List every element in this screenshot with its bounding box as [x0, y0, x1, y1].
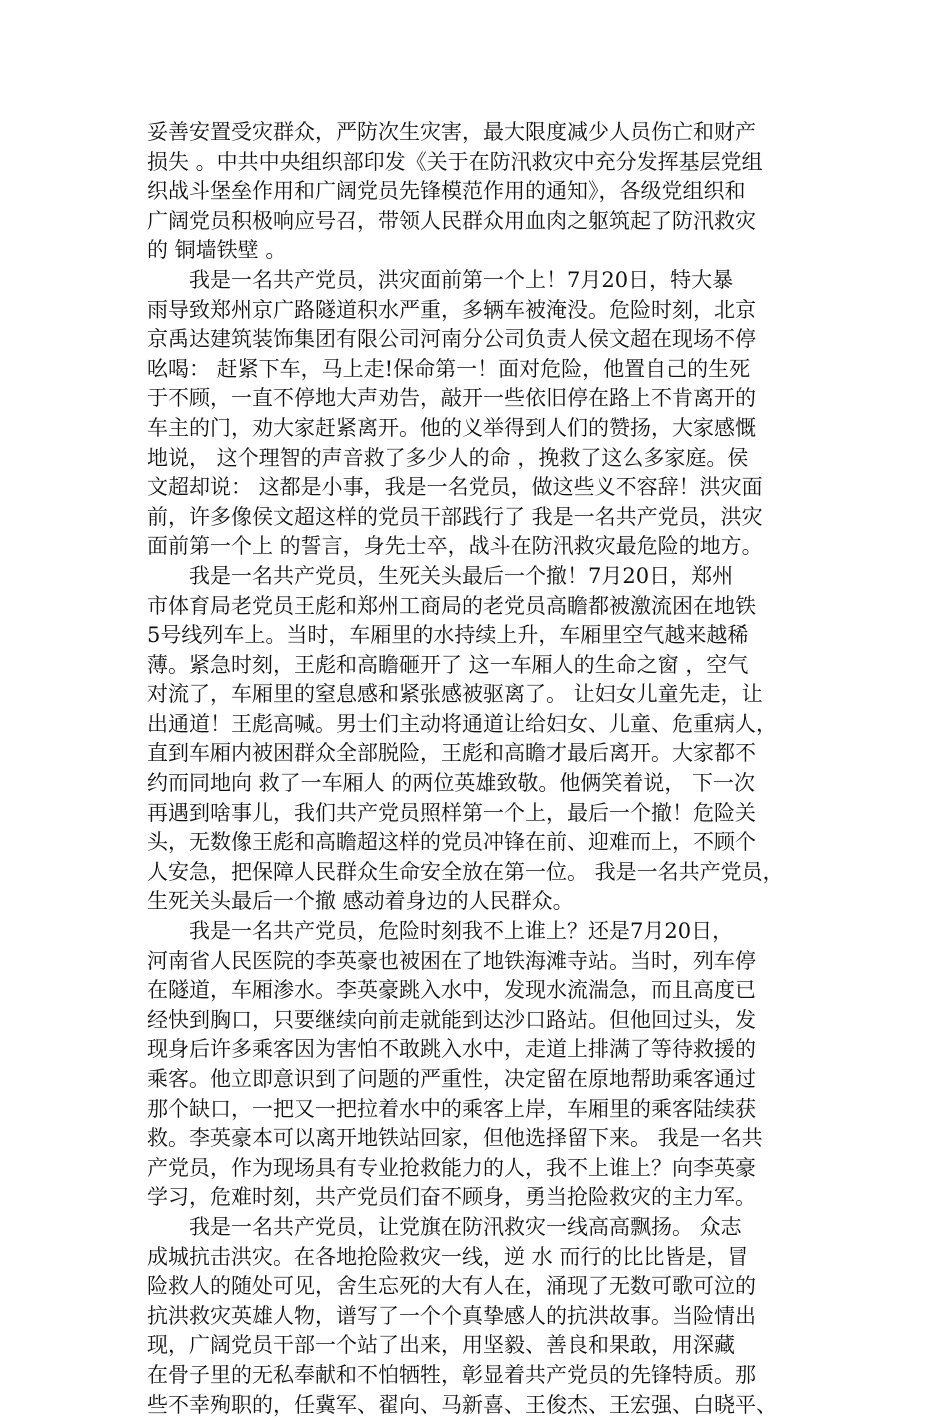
- paragraph-intro: 妥善安置受灾群众，严防次生灾害，最大限度减少人员伤亡和财产 损失 。中共中央组织部印发《关于在防汛救灾中充分发挥基层党组 织战斗堡垒作用和广阔党员先锋模范作用的通知》，各级党组织和 广阔党员积极响应号召，带领人民群众用血肉之躯筑起了防汛救灾 的 铜墙铁壁 。: [147, 120, 763, 263]
- paragraph-who-else: 我是一名共产党员，危险时刻我不上谁上？还是7月20日， 河南省人民医院的李英豪也被困在了地铁海滩寺站。当时，列车停 在隧道，车厢渗水。李英豪跳入水中，发现水流湍急，而且高度已 经快到胸口，只要继续向前走就能到达沙口路站。但他回过头，发 现身后许多乘客因为害怕不敢跳入水中，走道上排满了等待救援的 乘客。他立即意识到了问题的严重性，决定留在原地帮助乘客通过 那个缺口，一把又一把拉着水中的乘客上岸，车厢里的乘客陆续获 救。李英豪本可以离开地铁站回家，但他选择留下来。 我是一名共 产党员，作为现场具有专业抢救能力的人，我不上谁上？向李英豪 学习，危难时刻，共产党员们奋不顾身，勇当抢险救灾的主力军。: [147, 919, 763, 1210]
- paragraph-last-to-leave: 我是一名共产党员，生死关头最后一个撤！7月20日，郑州 市体育局老党员王彪和郑州工商局的老党员高瞻都被激流困在地铁 5号线列车上。当时，车厢里的水持续上升，车厢里空气越来越稀 薄。紧急时刻，王彪和高瞻砸开了 这一车厢人的生命之窗 ，空气 对流了，车厢里的窒息感和紧张感被驱离了。 让妇女儿童先走，让 出通道！王彪高喊。男士们主动将通道让给妇女、儿童、危重病人， 直到车厢内被困群众全部脱险，王彪和高瞻才最后离开。大家都不 约而同地向 救了一车厢人 的两位英雄致敬。他俩笑着说， 下一次 再遇到啥事儿，我们共产党员照样第一个上，最后一个撤！危险关 头，无数像王彪和高瞻超这样的党员冲锋在前、迎难而上，不顾个 人安急，把保障人民群众生命安全放在第一位。 我是一名共产党员， 生死关头最后一个撤 感动着身边的人民群众。: [147, 563, 784, 914]
- document-page: [147, 118, 807, 1420]
- paragraph-party-flag: 我是一名共产党员，让党旗在防汛救灾一线高高飘扬。 众志 成城抗击洪灾。在各地抢险救灾一线，逆 水 而行的比比皆是，冒 险救人的随处可见，舍生忘死的大有人在，涌现了无数可歌可泣的 抗洪救灾英雄人物，谱写了一个个真挚感人的抗洪故事。当险情出 现，广阔党员干部一个站了出来，用坚毅、善良和果敢，用深藏 在骨子里的无私奉献和不怕牺牲，彰显着共产党员的先锋特质。那 些不幸殉职的，任冀军、翟向、马新喜、王俊杰、王宏强、白晓平、: [147, 1214, 777, 1417]
- paragraph-first-to-act: 我是一名共产党员，洪灾面前第一个上！7月20日，特大暴 雨导致郑州京广路隧道积水严重，多辆车被淹没。危险时刻，北京 京禹达建筑装饰集团有限公司河南分公司负责人侯文超在现场不停 吆喝： 赶紧下车，马上走!保命第一！面对危险，他置自己的生死 于不顾，一直不停地大声劝告，敲开一些依旧停在路上不肯离开的 车主的门，劝大家赶紧离开。他的义举得到人们的赞扬，大家感慨 地说， 这个理智的声音救了多少人的命 ，挽救了这么多家庭。侯 文超却说： 这都是小事，我是一名党员，做这些义不容辞！洪灾面 前，许多像侯文超这样的党员干部践行了 我是一名共产党员，洪灾 面前第一个上 的誓言，身先士卒，战斗在防汛救灾最危险的地方。: [147, 267, 763, 559]
